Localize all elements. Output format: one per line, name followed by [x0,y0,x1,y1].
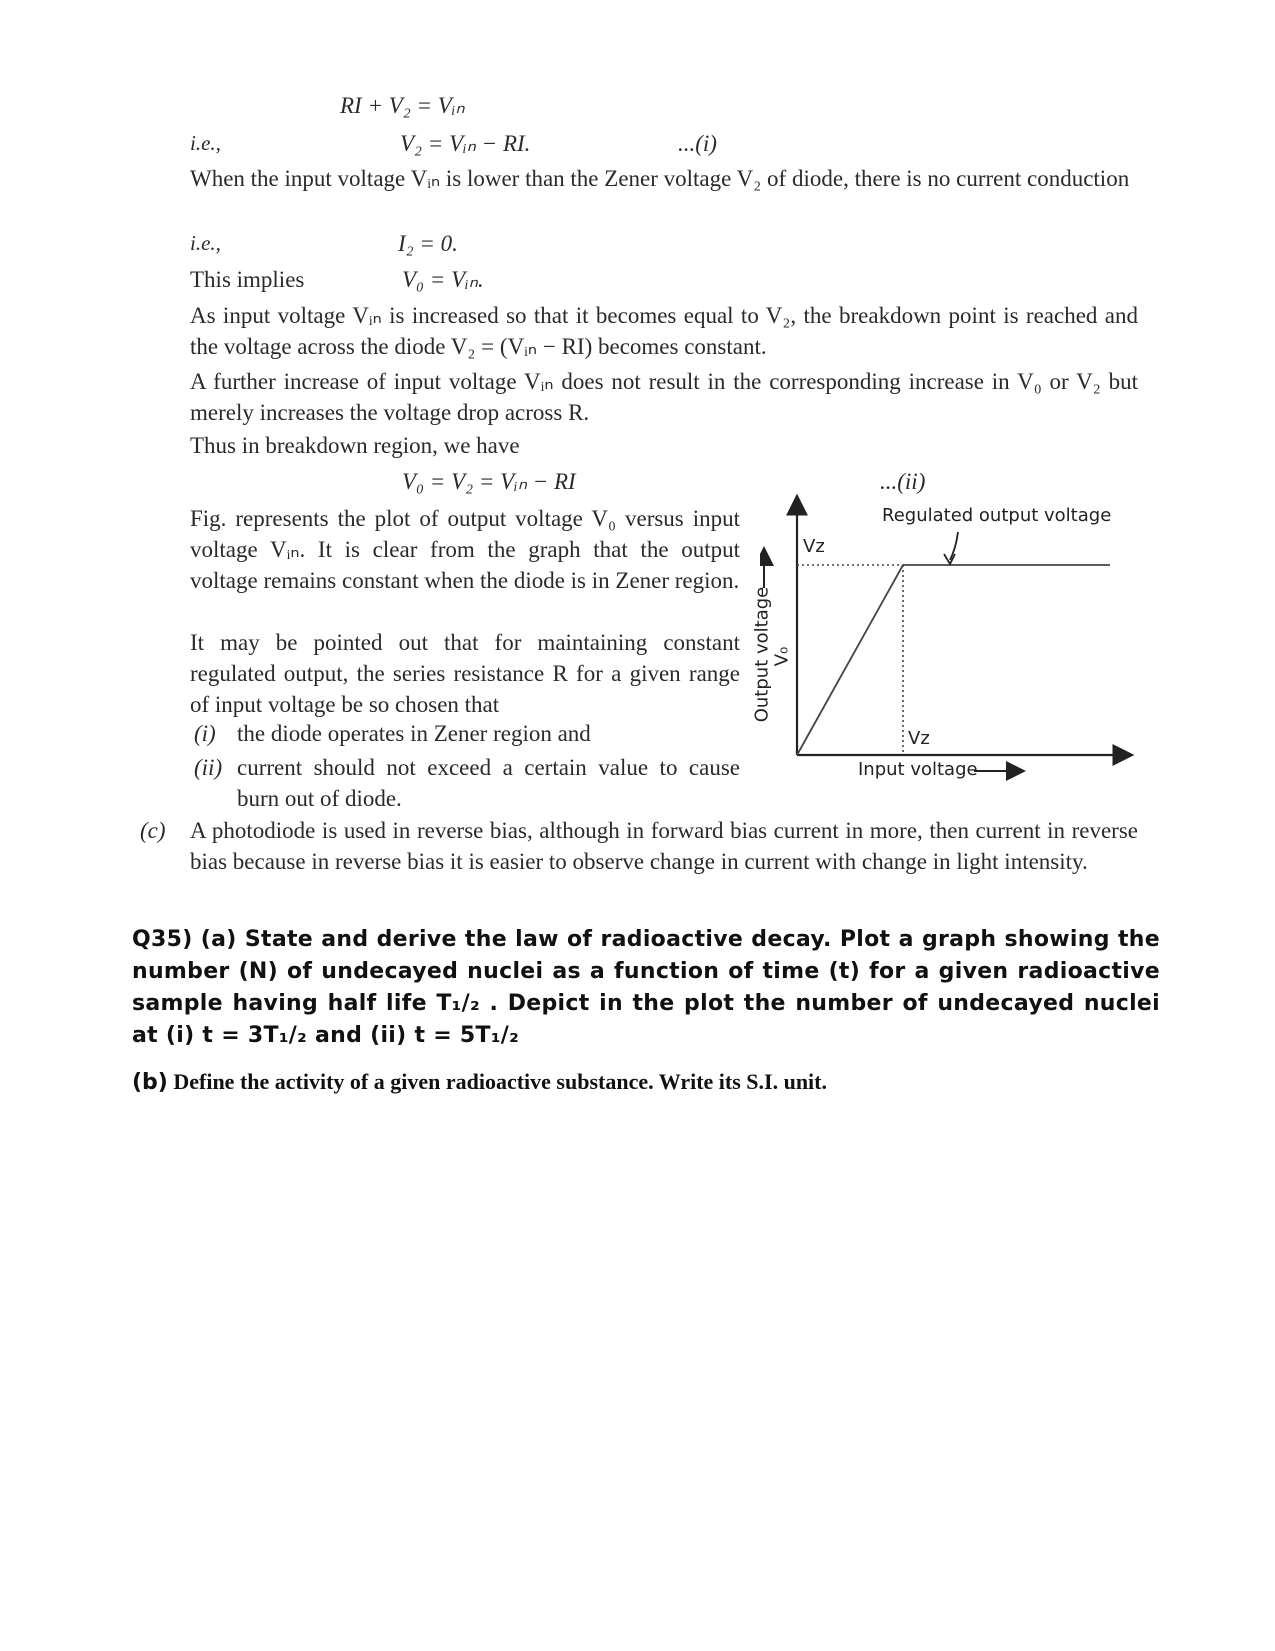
output-voltage-symbol: V₀ [771,646,793,667]
question-35-b-text: Define the activity of a given radioactive substance. Write its S.I. unit. [173,1069,827,1094]
equation-top: RI + V₂ = Vᵢₙ [340,93,465,118]
paragraph-further-increase: A further increase of input voltage Vᵢₙ does not result in the corresponding increase in V₀ or V₂ but merely increases the voltage drop across R. [190,369,1138,425]
paragraph-no-conduction: When the input voltage Vᵢₙ is lower than the Zener voltage V₂ of diode, there is no current conduction [190,166,1130,191]
paragraph-breakdown-region: Thus in breakdown region, we have [190,433,520,458]
vz-y-label: Vz [803,536,825,557]
rising-characteristic [797,565,903,755]
list-marker-ii: (ii) [194,755,223,780]
part-c-text: A photodiode is used in reverse bias, although in forward bias current in more, then current in reverse bias because in reverse bias it is easier to observe change in current with change in light intensity. [190,818,1138,874]
equation-ii-tag: ...(ii) [880,469,926,494]
input-voltage-label: Input voltage [858,759,978,780]
equation-i-tag: ...(i) [678,131,717,156]
question-35-b [132,1068,827,1097]
equation-i: V₂ = Vᵢₙ − RI. [400,131,531,156]
paragraph-breakdown-point: As input voltage Vᵢₙ is increased so that it becomes equal to V₂, the breakdown point is reached and the voltage across the diode V₂ = (Vᵢₙ − RI) becomes constant. [190,303,1138,359]
output-voltage-label: Output voltage [751,586,773,723]
list-item-ii: current should not exceed a certain value to cause burn out of diode. [237,755,740,811]
regulated-output-label: Regulated output voltage [882,505,1112,526]
question-35-b-label: (b) [132,1070,168,1095]
part-c-marker: (c) [140,818,166,843]
paragraph-maintaining-regulation: It may be pointed out that for maintaining constant regulated output, the series resistance R for a given range of input voltage be so chosen that [190,630,740,717]
equation-vo: V₀ = Vᵢₙ. [402,267,484,292]
ie-label-1: i.e., [190,131,221,155]
list-item-i: the diode operates in Zener region and [237,721,591,746]
list-marker-i: (i) [194,721,216,746]
question-35-a: Q35) (a) State and derive the law of radioactive decay. Plot a graph showing the number (N) of undecayed nuclei as a function of time (t) for a given radioactive sample having half life T₁/₂ . Depict in the plot the number of undecayed nuclei at (i) t = 3T₁/₂ and (ii) t = 5T₁/₂ [132,927,1160,1048]
equation-ii: V₀ = V₂ = Vᵢₙ − RI [402,469,576,494]
equation-iz: I₂ = 0. [398,231,458,256]
paragraph-fig-description: Fig. represents the plot of output voltage V₀ versus input voltage Vᵢₙ. It is clear from the graph that the output voltage remains constant when the diode is in Zener region. [190,506,740,593]
this-implies-label: This implies [190,267,305,292]
ie-label-2: i.e., [190,231,221,255]
vz-x-label: Vz [908,728,930,749]
